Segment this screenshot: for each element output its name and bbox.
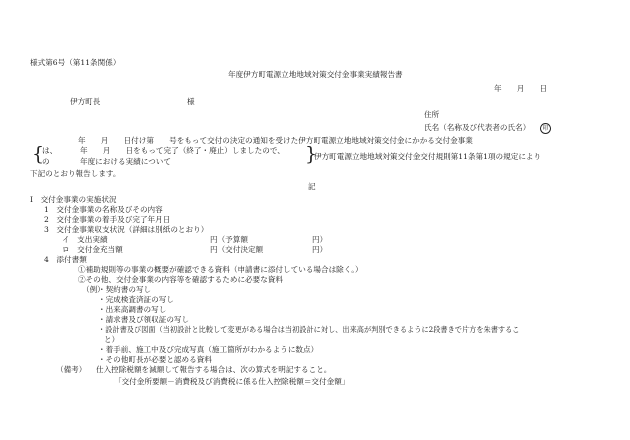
example-item: ・契約書の写し [98, 285, 152, 294]
expense-close: 円） [312, 235, 328, 244]
expense-unit: 円（予算額 [210, 235, 248, 244]
right-brace: } [305, 143, 318, 165]
rule-text: 伊方町電源立地地域対策交付金交付規則第11条第1項の規定により [314, 152, 542, 161]
note-text: 仕入控除税額を減額して報告する場合は、次の算式を明記すること。 [96, 365, 332, 374]
section1-title: Ⅰ 交付金事業の実施状況 [30, 195, 117, 204]
attachment-1: ①補助規則等の事業の概要が確認できる資料（申請書に添付している場合は除く。） [78, 265, 363, 274]
example-item: ・着手前、施工中及び完成写真（施工箇所がわかるように数点） [98, 345, 319, 354]
item-1: 1 交付金事業の名称及びその内容 [44, 205, 163, 214]
example-item-continued: と） [104, 335, 120, 344]
expense-label: イ 支出実績 [62, 235, 108, 244]
address-label: 住所 [424, 110, 440, 119]
grant-label: ロ 交付金充当額 [62, 245, 123, 254]
attachments-title: 4 添付書類 [44, 255, 87, 264]
note-label: （備考） [56, 365, 87, 374]
addressee-suffix: 様 [187, 97, 195, 106]
example-item: ・その他町長が必要と認める資料 [98, 355, 212, 364]
brace-line-2: 年度における実績について [80, 157, 171, 166]
brace-top-label: は、 [42, 146, 58, 155]
grant-close: 円） [312, 245, 328, 254]
note-formula: 「交付金所要額－消費税及び消費税に係る仕入控除税額＝交付金額」 [114, 377, 350, 386]
intro-line-1: 年 月 日付け第 号をもって交付の決定の通知を受けた伊方町電源立地地域対策交付金にかかる交付金事業 [78, 136, 473, 145]
doc-title: 年度伊方町電源立地地域対策交付金事業実績報告書 [228, 70, 403, 79]
date-line: 年 月 日 [494, 84, 548, 93]
example-item: ・出来高調書の写し [98, 305, 167, 314]
left-brace: { [32, 143, 45, 165]
intro-line-3: 下記のとおり報告します。 [30, 169, 121, 178]
form-label: 様式第6号（第11条関係） [30, 58, 121, 67]
item-3: 3 交付金事業収支状況（詳細は別紙のとおり） [44, 225, 209, 234]
name-label: 氏名（名称及び代表者の氏名） [424, 123, 531, 132]
grant-unit: 円（交付決定額 [210, 245, 264, 254]
example-item: ・請求書及び領収証の写し [98, 315, 190, 324]
item-2: 2 交付金事業の着手及び完了年月日 [44, 215, 171, 224]
brace-bottom-label: の [42, 157, 50, 166]
example-item: ・完成検査済証の写し [98, 295, 174, 304]
seal-mark: 印 [540, 123, 551, 134]
attachment-2: ②その他、交付金事業の内容等を確認するために必要な資料 [78, 275, 284, 284]
example-label: （例） [82, 285, 105, 294]
ki-heading: 記 [308, 182, 316, 191]
brace-line-1: 年 月 日をもって完了（終了・廃止）しましたので、 [80, 146, 285, 155]
addressee: 伊方町長 [70, 97, 101, 106]
example-item: ・設計書及び図面（当初設計と比較して変更がある場合は当初設計に対し、出来高が判別できるように2段書きで片方を朱書するこ [98, 325, 520, 334]
